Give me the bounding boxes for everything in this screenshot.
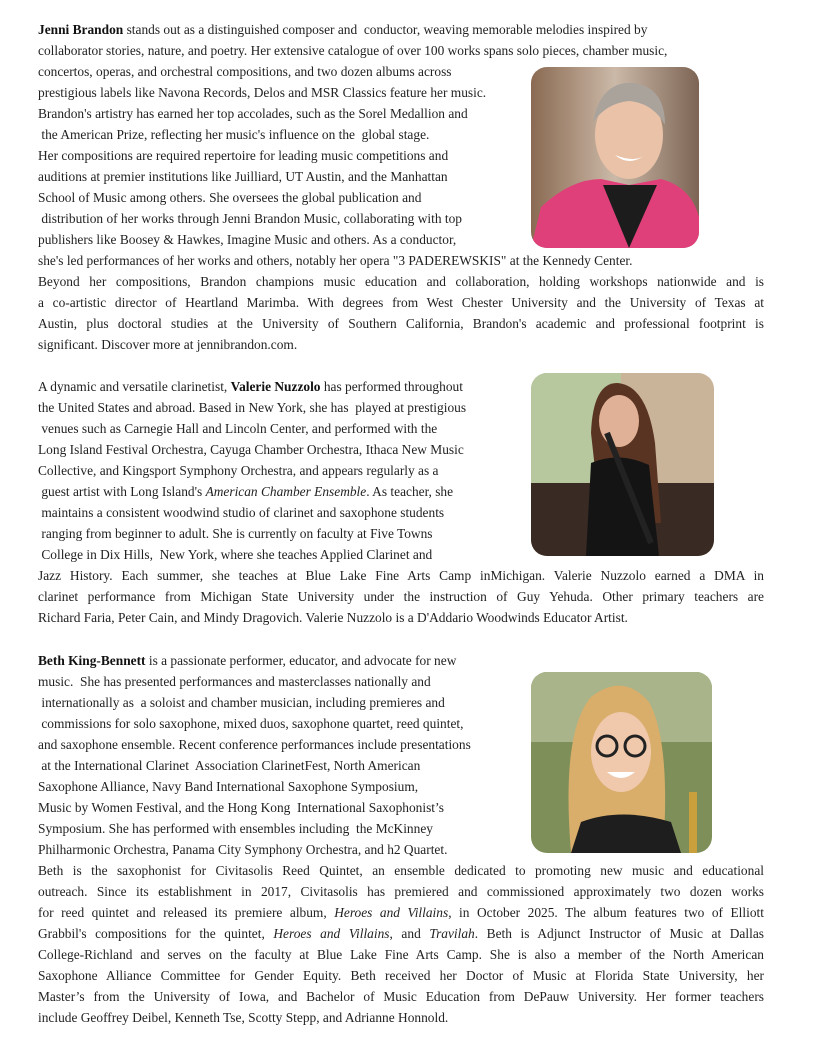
text-segment: auditions at premier institutions like Juilliard, UT Austin, and the Manhattan — [38, 169, 448, 184]
text-line — [38, 607, 764, 628]
text-segment: the American Prize, reflecting her music's influence on the global stage. — [38, 127, 430, 142]
text-segment: music. She has presented performances and masterclasses nationally and — [38, 674, 431, 689]
text-segment: concertos, operas, and orchestral compositions, and two dozen albums across — [38, 64, 452, 79]
text-segment: for reed quintet and released its premiere album, — [38, 905, 335, 920]
person-name: Beth King-Bennett — [38, 653, 146, 668]
text-segment: she's led performances of her works and others, notably her opera "3 PADEREWSKIS" at the Kennedy Center. — [38, 253, 633, 268]
text-segment: prestigious labels like Navona Records, Delos and MSR Classics feature her music. — [38, 85, 487, 100]
photo-valerie-nuzzolo — [531, 373, 714, 556]
text-segment: College-Richland and serves on the faculty at Blue Lake Fine Arts Camp. She is also a member of the North American — [38, 947, 764, 962]
text-line — [38, 650, 764, 671]
text-line — [38, 40, 764, 61]
text-segment: Grabbil's compositions for the quintet, — [38, 926, 274, 941]
text-segment: Master’s from the University of Iowa, and Bachelor of Music Education from DePauw University. Her former teachers — [38, 989, 764, 1004]
text-segment: outreach. Since its establishment in 2017, Civitasolis has premiered and commissioned approximately two dozen works — [38, 884, 764, 899]
text-line — [38, 1007, 764, 1028]
text-segment: venues such as Carnegie Hall and Lincoln Center, and performed with the — [38, 421, 438, 436]
text-segment: Brandon's artistry has earned her top accolades, such as the Sorel Medallion and — [38, 106, 468, 121]
text-segment: Her compositions are required repertoire for leading music competitions and — [38, 148, 449, 163]
text-segment: significant. Discover more at jennibrandon.com. — [38, 337, 298, 352]
text-segment: ranging from beginner to adult. She is currently on faculty at Five Towns — [38, 526, 433, 541]
text-segment: at the International Clarinet Association ClarinetFest, North American — [38, 758, 421, 773]
text-line — [38, 881, 764, 902]
text-segment: publishers like Boosey & Hawkes, Imagine Music and others. As a conductor, — [38, 232, 457, 247]
text-segment: has performed throughout — [320, 379, 463, 394]
text-segment: clarinet performance from Michigan State University under the instruction of Guy Yehuda. Other primary teachers are — [38, 589, 764, 604]
text-line — [38, 923, 764, 944]
text-line — [38, 250, 764, 271]
text-segment: School of Music among others. She oversees the global publication and — [38, 190, 422, 205]
text-segment: Beth is the saxophonist for Civitasolis Reed Quintet, an ensemble dedicated to promoting new music and educational — [38, 863, 764, 878]
text-segment: Richard Faria, Peter Cain, and Mindy Dragovich. Valerie Nuzzolo is a D'Addario Woodwinds Educator Artist. — [38, 610, 628, 625]
text-segment: collaborator stories, nature, and poetry. Her extensive catalogue of over 100 works spans solo pieces, chamber music, — [38, 43, 668, 58]
text-segment: Philharmonic Orchestra, Panama City Symphony Orchestra, and h2 Quartet. — [38, 842, 448, 857]
photo-jenni-brandon — [531, 67, 699, 248]
text-segment: and saxophone ensemble. Recent conference performances include presentations — [38, 737, 471, 752]
text-segment: the United States and abroad. Based in New York, she has played at prestigious — [38, 400, 467, 415]
text-line — [38, 19, 764, 40]
text-segment: include Geoffrey Deibel, Kenneth Tse, Scotty Stepp, and Adrianne Honnold. — [38, 1010, 449, 1025]
text-segment: Saxophone Alliance Committee for Gender Equity. Beth received her Doctor of Music at Florida State University, her — [38, 968, 764, 983]
text-line — [38, 565, 764, 586]
italic-title: American Chamber Ensemble — [205, 484, 367, 499]
text-segment: Collective, and Kingsport Symphony Orchestra, and appears regularly as a — [38, 463, 439, 478]
text-line — [38, 313, 764, 334]
text-line — [38, 944, 764, 965]
text-segment: distribution of her works through Jenni Brandon Music, collaborating with top — [38, 211, 462, 226]
text-segment: . Beth is Adjunct Instructor of Music at Dallas — [474, 926, 764, 941]
text-segment: Symposium. She has performed with ensembles including the McKinney — [38, 821, 433, 836]
text-segment: A dynamic and versatile clarinetist, — [38, 379, 231, 394]
text-segment: a co-artistic director of Heartland Marimba. With degrees from West Chester University and the University of Texas at — [38, 295, 764, 310]
text-segment: Long Island Festival Orchestra, Cayuga Chamber Orchestra, Ithaca New Music — [38, 442, 464, 457]
text-line — [38, 986, 764, 1007]
person-name: Jenni Brandon — [38, 22, 124, 37]
text-segment: , in October 2025. The album features two of Elliott — [448, 905, 764, 920]
text-segment: College in Dix Hills, New York, where she teaches Applied Clarinet and — [38, 547, 433, 562]
italic-title: Heroes and Villains — [273, 926, 390, 941]
italic-title: Heroes and Villains — [334, 905, 449, 920]
text-segment: Beyond her compositions, Brandon champions music education and collaboration, holding workshops nationwide and is — [38, 274, 764, 289]
text-line — [38, 292, 764, 313]
photo-beth-king-bennett — [531, 672, 712, 853]
text-line — [38, 271, 764, 292]
text-line — [38, 334, 764, 355]
text-line — [38, 860, 764, 881]
text-segment: guest artist with Long Island's — [38, 484, 206, 499]
text-line — [38, 902, 764, 923]
text-segment: commissions for solo saxophone, mixed duos, saxophone quartet, reed quintet, — [38, 716, 464, 731]
italic-title: Travilah — [429, 926, 475, 941]
text-segment: Jazz History. Each summer, she teaches at Blue Lake Fine Arts Camp inMichigan. Valerie Nuzzolo earned a DMA in — [38, 568, 764, 583]
text-segment: maintains a consistent woodwind studio of clarinet and saxophone students — [38, 505, 445, 520]
text-segment: . As teacher, she — [366, 484, 454, 499]
text-segment: stands out as a distinguished composer and conductor, weaving memorable melodies inspired by — [123, 22, 648, 37]
text-segment: Music by Women Festival, and the Hong Kong International Saxophonist’s — [38, 800, 444, 815]
text-segment: Austin, plus doctoral studies at the University of Southern California, Brandon's academic and professional footprint is — [38, 316, 764, 331]
text-segment: Saxophone Alliance, Navy Band International Saxophone Symposium, — [38, 779, 419, 794]
text-line — [38, 586, 764, 607]
text-segment: , and — [389, 926, 430, 941]
text-line — [38, 965, 764, 986]
text-segment: internationally as a soloist and chamber musician, including premieres and — [38, 695, 445, 710]
text-segment: is a passionate performer, educator, and advocate for new — [145, 653, 457, 668]
person-name: Valerie Nuzzolo — [230, 379, 321, 394]
